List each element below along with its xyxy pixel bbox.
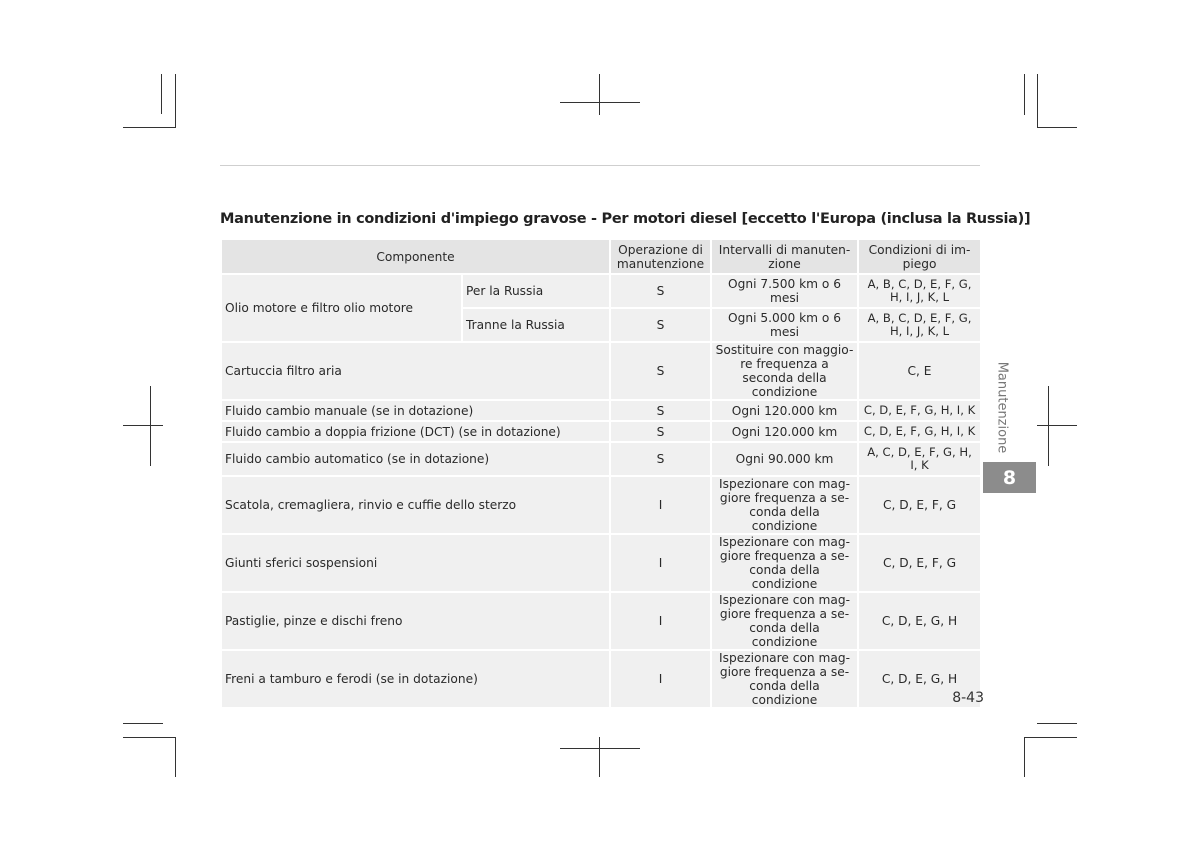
- crop-mark: [1037, 723, 1077, 724]
- conditions-cell: C, E: [858, 342, 981, 400]
- table-row: [221, 421, 981, 442]
- crop-mark: [1024, 737, 1025, 777]
- crop-mark: [123, 723, 163, 724]
- header-rule: [220, 165, 980, 166]
- operation-cell: S: [610, 342, 711, 400]
- interval-cell: Ispezionare con mag-giore frequenza a se-conda della condizione: [711, 534, 858, 592]
- page-number: 8-43: [952, 690, 984, 706]
- crop-mark: [150, 386, 151, 466]
- subcomponent-cell: Tranne la Russia: [462, 308, 610, 342]
- crop-mark: [123, 737, 176, 738]
- crop-mark: [560, 748, 640, 749]
- crop-mark: [175, 74, 176, 128]
- interval-cell: Ogni 120.000 km: [711, 421, 858, 442]
- section-title: Manutenzione in condizioni d'impiego gravose - Per motori diesel [eccetto l'Europa (inclusa la Russia)]: [220, 211, 1031, 227]
- crop-mark: [1048, 386, 1049, 466]
- conditions-cell: A, B, C, D, E, F, G, H, I, J, K, L: [858, 274, 981, 308]
- operation-cell: S: [610, 308, 711, 342]
- conditions-cell: C, D, E, G, H: [858, 592, 981, 650]
- component-cell: Fluido cambio a doppia frizione (DCT) (se in dotazione): [221, 421, 610, 442]
- component-cell: Fluido cambio automatico (se in dotazione): [221, 442, 610, 476]
- table-row: [221, 274, 981, 308]
- chapter-side-label-text: Manutenzione: [994, 361, 1009, 453]
- component-cell: Fluido cambio manuale (se in dotazione): [221, 400, 610, 421]
- crop-mark: [599, 737, 600, 777]
- conditions-cell: C, D, E, F, G: [858, 476, 981, 534]
- chapter-tab: 8: [983, 462, 1036, 493]
- operation-cell: S: [610, 274, 711, 308]
- table-row: [221, 592, 981, 650]
- component-cell: Cartuccia filtro aria: [221, 342, 610, 400]
- header-componente: Componente: [221, 239, 610, 274]
- operation-cell: S: [610, 442, 711, 476]
- crop-mark: [123, 127, 176, 128]
- conditions-cell: A, B, C, D, E, F, G, H, I, J, K, L: [858, 308, 981, 342]
- interval-cell: Ogni 5.000 km o 6 mesi: [711, 308, 858, 342]
- header-operazione: Operazione di manutenzione: [610, 239, 711, 274]
- table-row: [221, 476, 981, 534]
- maintenance-table: [220, 238, 982, 709]
- crop-mark: [1037, 425, 1077, 426]
- component-cell: Scatola, cremagliera, rinvio e cuffie dello sterzo: [221, 476, 610, 534]
- crop-mark: [123, 425, 163, 426]
- crop-mark: [599, 74, 600, 115]
- crop-mark: [161, 74, 162, 114]
- conditions-cell: C, D, E, F, G, H, I, K: [858, 421, 981, 442]
- component-cell: Olio motore e filtro olio motore: [221, 274, 462, 342]
- crop-mark: [175, 737, 176, 777]
- operation-cell: I: [610, 592, 711, 650]
- interval-cell: Ispezionare con mag-giore frequenza a se-conda della condizione: [711, 650, 858, 708]
- operation-cell: I: [610, 650, 711, 708]
- table-row: [221, 442, 981, 476]
- interval-cell: Ogni 7.500 km o 6 mesi: [711, 274, 858, 308]
- operation-cell: S: [610, 400, 711, 421]
- header-intervalli: Intervalli di manuten-zione: [711, 239, 858, 274]
- interval-cell: Ogni 120.000 km: [711, 400, 858, 421]
- crop-mark: [1037, 127, 1077, 128]
- subcomponent-cell: Per la Russia: [462, 274, 610, 308]
- crop-mark: [1037, 74, 1038, 128]
- table-row: [221, 650, 981, 708]
- interval-cell: Ogni 90.000 km: [711, 442, 858, 476]
- crop-mark: [1024, 737, 1077, 738]
- conditions-cell: A, C, D, E, F, G, H, I, K: [858, 442, 981, 476]
- conditions-cell: C, D, E, G, H: [858, 650, 981, 708]
- table-row: [221, 534, 981, 592]
- operation-cell: S: [610, 421, 711, 442]
- operation-cell: I: [610, 534, 711, 592]
- conditions-cell: C, D, E, F, G, H, I, K: [858, 400, 981, 421]
- component-cell: Giunti sferici sospensioni: [221, 534, 610, 592]
- table-row: [221, 342, 981, 400]
- operation-cell: I: [610, 476, 711, 534]
- crop-mark: [1024, 74, 1025, 115]
- table-header-row: [221, 239, 981, 274]
- chapter-side-label: [979, 357, 1024, 457]
- interval-cell: Ispezionare con mag-giore frequenza a se-conda della condizione: [711, 476, 858, 534]
- interval-cell: Sostituire con maggio-re frequenza a seconda della condizione: [711, 342, 858, 400]
- component-cell: Pastiglie, pinze e dischi freno: [221, 592, 610, 650]
- conditions-cell: C, D, E, F, G: [858, 534, 981, 592]
- header-condizioni: Condizioni di im-piego: [858, 239, 981, 274]
- component-cell: Freni a tamburo e ferodi (se in dotazione): [221, 650, 610, 708]
- crop-mark: [560, 102, 640, 103]
- interval-cell: Ispezionare con mag-giore frequenza a se-conda della condizione: [711, 592, 858, 650]
- table-row: [221, 400, 981, 421]
